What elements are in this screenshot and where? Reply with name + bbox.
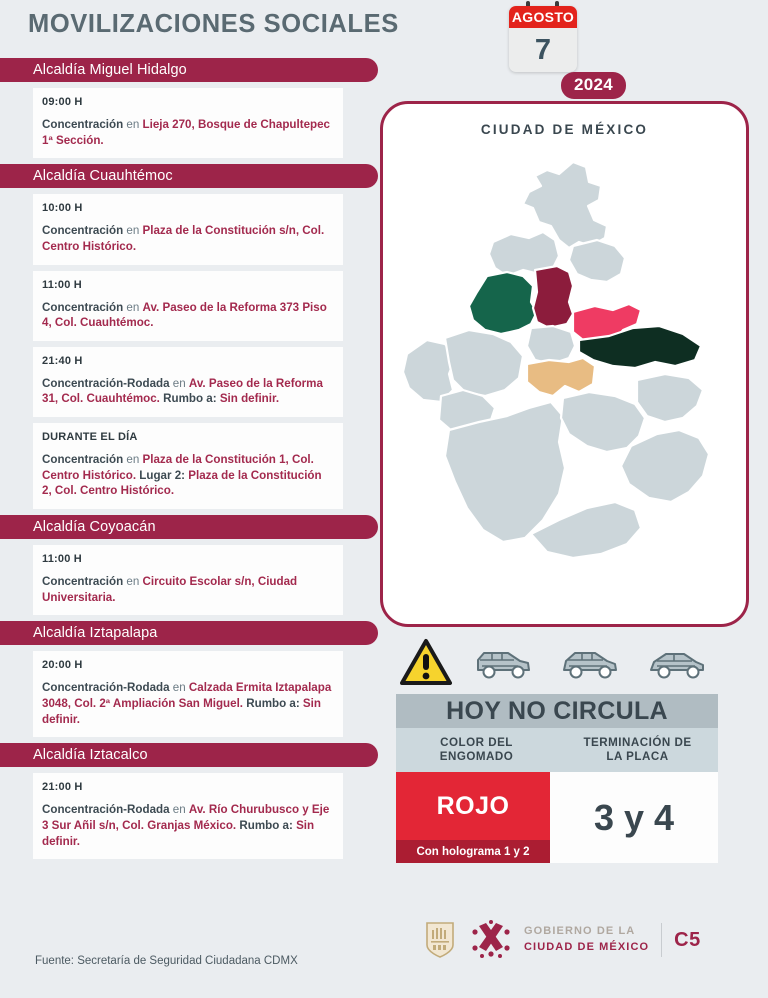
calendar-day: 7 [534,33,552,66]
event-text-fragment: Plaza de la Constitución s/n, Col. Centro Histórico. [42,224,325,253]
hoy-no-circula-panel [396,636,718,863]
hnc-plate-value: 3 y 4 [550,772,718,863]
hnc-hologram-note: Con holograma 1 y 2 [396,840,550,863]
car-icon-1 [474,648,532,680]
event-time: 20:00 H [42,659,83,672]
cdmx-map-svg [383,134,746,624]
event-card [33,545,343,615]
map-borough-xochimilco [561,392,645,452]
event-text-fragment: Concentración [42,224,127,238]
hnc-col1-header-line1: COLOR DEL [440,735,513,749]
map-borough-cuauhtemoc [533,266,573,328]
event-time: 09:00 H [42,96,83,108]
event-text-fragment: en [126,224,143,238]
footer-logos [425,912,715,968]
event-text-fragment: Plaza de la Constitución 2, Col. Centro Histórico. [42,468,322,498]
event-text-fragment: Sin definir. [42,696,321,726]
event-text-fragment: en [172,376,189,390]
event-description [42,300,333,331]
hnc-col1-header [396,728,557,772]
calendar-year-badge: 2024 [561,72,626,99]
borough-block [0,743,378,859]
event-text-fragment: Calzada Ermita Iztapalapa 3048, Col. 2ª Ampliación San Miguel. [42,681,332,710]
map-borough-alvaro-obregon [445,330,523,396]
borough-header-label: Alcaldía Miguel Hidalgo [33,62,187,78]
event-time: DURANTE EL DÍA [42,431,138,444]
event-text-fragment: Sin definir. [219,392,280,406]
hnc-col2-header-line1: TERMINACIÓN DE [583,735,692,749]
map-borough-venustiano-carranza [569,240,625,282]
event-text-fragment: Rumbo a: [239,818,297,832]
warning-triangle-icon [400,638,452,686]
borough-header-label: Alcaldía Iztapalapa [33,625,158,642]
event-text-fragment: Concentración [42,118,127,131]
hnc-col1-header-line2: ENGOMADO [439,750,514,763]
cdmx-shield-icon [425,921,455,959]
event-time: 10:00 H [42,202,83,215]
borough-header-3 [0,621,378,645]
footer-divider [661,923,662,957]
event-card [33,271,343,341]
event-card [33,651,343,737]
event-text-fragment: en [126,453,143,467]
event-text-fragment: Rumbo a: [163,392,220,406]
borough-block [0,515,378,615]
event-text-fragment: en [172,803,189,817]
car-icon-2 [561,648,619,680]
source-note: Fuente: Secretaría de Seguridad Ciudadana CDMX [35,955,298,967]
page-title: MOVILIZACIONES SOCIALES [28,10,399,38]
event-text-fragment: Concentración-Rodada [42,681,173,695]
event-card [33,347,343,417]
event-text-fragment: en [126,118,143,131]
calendar-body [509,6,577,72]
event-text-fragment: Lugar 2: [139,468,189,482]
map-borough-tlahuac [637,374,703,422]
map-borough-coyoacan [527,358,595,396]
borough-header-2 [0,515,378,539]
event-text-fragment: en [126,300,143,314]
event-card [33,194,343,264]
event-description [42,680,333,727]
borough-header-1 [0,164,378,188]
event-time: 11:00 H [42,553,82,566]
calendar-month: AGOSTO [509,6,577,28]
event-card [33,423,343,509]
hnc-color-value: ROJO [396,772,550,840]
borough-block [0,164,378,509]
borough-events-list [0,58,378,865]
map-title: CIUDAD DE MÉXICO [480,122,649,137]
hnc-title: HOY NO CIRCULA [396,694,718,728]
hnc-icon-row [396,636,718,694]
government-wordmark-line1: GOBIERNO DE LA [524,925,636,938]
event-text-fragment: en [126,575,143,589]
cdmx-map-card [380,101,749,627]
hnc-col2-header [557,728,718,772]
event-text-fragment: Concentración [42,300,127,314]
event-description [42,223,333,254]
event-text-fragment: Concentración [42,575,127,589]
event-text-fragment: Lieja 270, Bosque de Chapultepec 1ª Sección. [42,118,331,147]
event-description [42,452,333,499]
event-text-fragment: Av. Paseo de la Reforma 31, Col. Cuauhtémoc. [42,376,323,406]
borough-header-4 [0,743,378,767]
borough-header-label: Alcaldía Cuauhtémoc [33,168,173,185]
hnc-value-row [396,772,718,863]
event-text-fragment: Concentración-Rodada [42,376,173,390]
event-description [42,117,333,148]
event-text-fragment: en [172,681,189,695]
borough-header-0 [0,58,378,82]
event-text-fragment: Plaza de la Constitución 1, Col. Centro Histórico. [42,453,314,482]
event-text-fragment: Concentración-Rodada [42,803,173,817]
event-card [33,773,343,859]
c5-logo-text: C5 [674,928,701,951]
event-card [33,88,343,158]
calendar-widget [509,6,577,72]
event-description [42,802,333,849]
borough-header-label: Alcaldía Coyoacán [33,519,156,536]
event-text-fragment: Av. Paseo de la Reforma 373 Piso 4, Col. Cuauhtémoc. [42,300,327,330]
event-text-fragment: Av. Río Churubusco y Eje 3 Sur Añil s/n, Col. Granjas México. [42,803,330,832]
event-text-fragment: Circuito Escolar s/n, Ciudad Universitaria. [42,575,298,604]
cdmx-logo-icon [469,920,513,960]
event-text-fragment: Rumbo a: [246,696,303,710]
borough-header-label: Alcaldía Iztacalco [33,747,148,764]
map-borough-benito-juarez [527,326,575,364]
borough-block [0,621,378,737]
event-time: 21:40 H [42,354,83,367]
car-icon-3 [648,648,706,680]
event-description [42,574,333,605]
hnc-color-cell [396,772,550,863]
borough-block [0,58,378,158]
hnc-col2-header-line2: LA PLACA [606,750,669,763]
event-text-fragment: Concentración [42,453,127,467]
event-description [42,376,333,407]
map-borough-miguel-hidalgo [469,272,537,334]
event-text-fragment: Sin definir. [42,818,315,848]
government-wordmark [524,924,649,956]
hnc-column-headers [396,728,718,772]
event-time: 21:00 H [42,781,83,794]
event-time: 11:00 H [42,278,82,291]
government-wordmark-line2: CIUDAD DE MÉXICO [524,941,650,953]
